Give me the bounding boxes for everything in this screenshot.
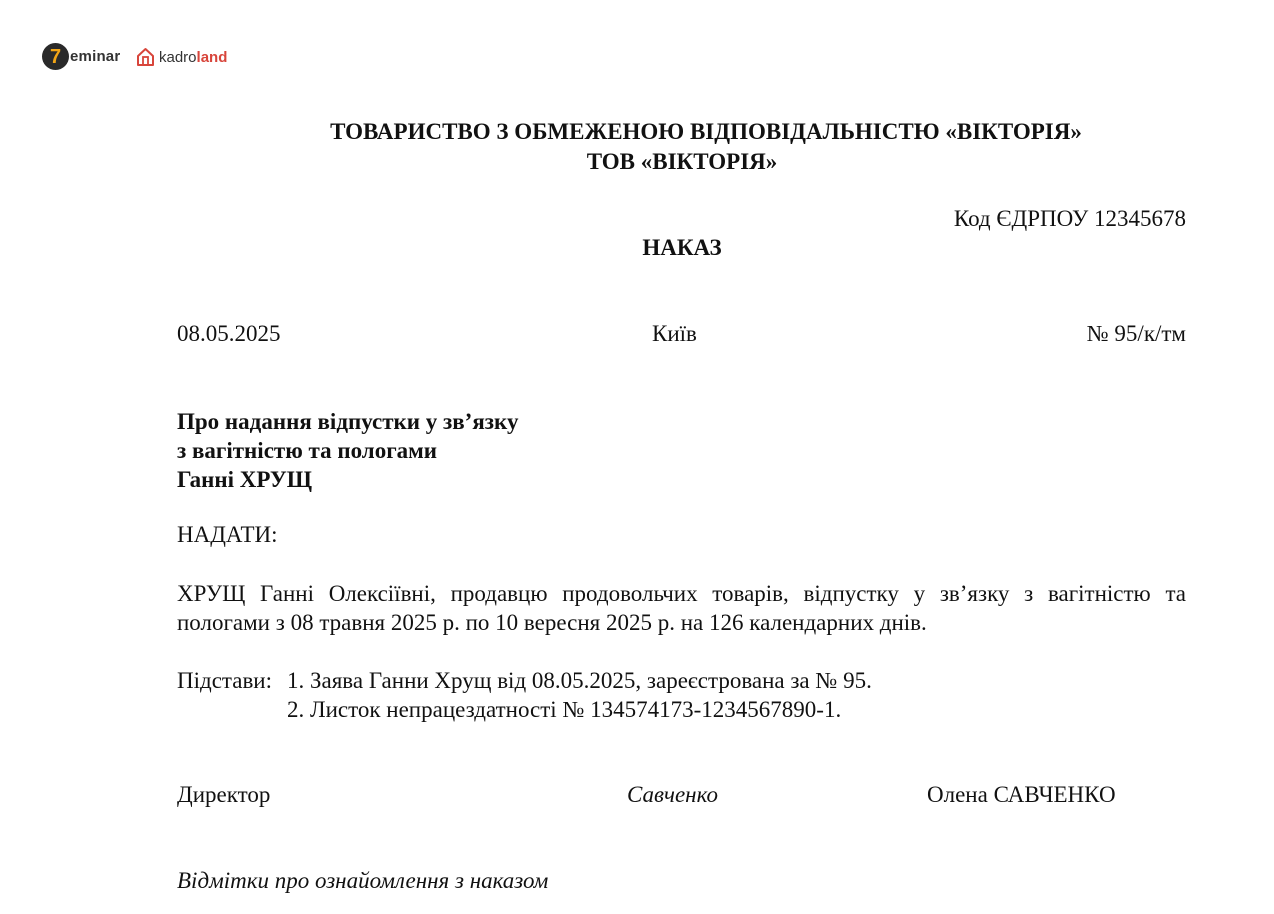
house-icon <box>136 47 155 67</box>
subject-line: з вагітністю та пологами <box>177 438 438 463</box>
order-verb: НАДАТИ: <box>177 522 278 547</box>
company-full-name: ТОВАРИСТВО З ОБМЕЖЕНОЮ ВІДПОВІДАЛЬНІСТЮ «ВІКТОРІЯ» <box>330 119 1082 144</box>
subject-line: Про надання відпустки у зв’язку <box>177 409 519 434</box>
signer-position: Директор <box>177 782 271 807</box>
grounds-item: 2. Листок непрацездатності № 134574173-1234567890-1. <box>287 697 842 722</box>
order-city: Київ <box>652 321 697 346</box>
kadroland-logo <box>136 47 227 67</box>
kadroland-logo-text: kadroland <box>159 48 228 66</box>
grounds-item: 1. Заява Ганни Хрущ від 08.05.2025, зареєстрована за № 95. <box>287 668 872 693</box>
order-body: ХРУЩ Ганні Олексіївні, продавцю продовольчих товарів, відпустку у зв’язку з вагітністю та пологами з 08 травня 2025 р. по 10 вересня 2025 р. на 126 календарних днів. <box>177 581 1186 635</box>
grounds-block <box>177 666 872 724</box>
order-date: 08.05.2025 <box>177 321 281 346</box>
acknowledgement-note: Відмітки про ознайомлення з наказом <box>177 868 549 893</box>
signer-name: Олена САВЧЕНКО <box>927 782 1116 807</box>
company-short-name: ТОВ «ВІКТОРІЯ» <box>586 149 778 174</box>
seminar-logo-mark: 7 <box>42 43 69 70</box>
order-number: № 95/к/тм <box>1086 321 1186 346</box>
document-type: НАКАЗ <box>642 235 722 260</box>
seminar-logo <box>42 43 120 70</box>
order-subject <box>177 407 518 494</box>
subject-line: Ганні ХРУЩ <box>177 467 312 492</box>
grounds-label: Підстави: <box>177 668 273 693</box>
seminar-logo-text: eminar <box>70 48 121 65</box>
edrpou-code: Код ЄДРПОУ 12345678 <box>953 206 1186 231</box>
signature: Савченко <box>627 782 718 807</box>
